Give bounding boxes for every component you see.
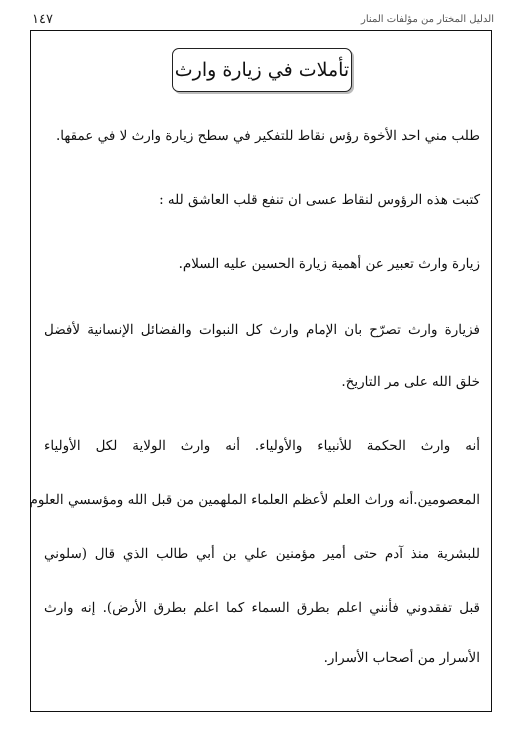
page-number: ١٤٧ [32,12,53,27]
paragraph-4-line: فزيارة وارث تصرّح بان الإمام وارث كل النبوات والفضائل الإنسانية لأفضل [44,322,480,338]
paragraph-5-line: أنه وارث الحكمة للأنبياء والأولياء. أنه وارث الولاية لكل الأولياء [44,438,480,454]
running-title: الدليل المختار من مؤلفات المنار [361,14,494,25]
paragraph-2: كتبت هذه الرؤوس لنقاط عسى ان تنفع قلب العاشق لله : [159,192,480,208]
chapter-title: تأملات في زيارة وارث [172,48,352,92]
paragraph-3: زيارة وارث تعبير عن أهمية زيارة الحسين عليه السلام. [178,256,480,272]
paragraph-5-line: للبشرية منذ آدم حتى أمير مؤمنين علي بن أبي طالب الذي قال (سلوني [44,546,480,562]
paragraph-5-line: قبل تفقدوني فأنني اعلم بطرق السماء كما اعلم بطرق الأرض). إنه وارث [44,600,480,616]
page-header [30,12,494,28]
paragraph-5-line: المعصومين.أنه وراث العلم لأعظم العلماء الملهمين من قبل الله ومؤسسي العلوم [29,492,480,508]
paragraph-4-line: خلق الله على مر التاريخ. [341,374,480,390]
paragraph-5-line: الأسرار من أصحاب الأسرار. [323,650,480,666]
paragraph-1: طلب مني احد الأخوة رؤس نقاط للتفكير في سطح زيارة وارث لا في عمقها. [55,128,480,144]
